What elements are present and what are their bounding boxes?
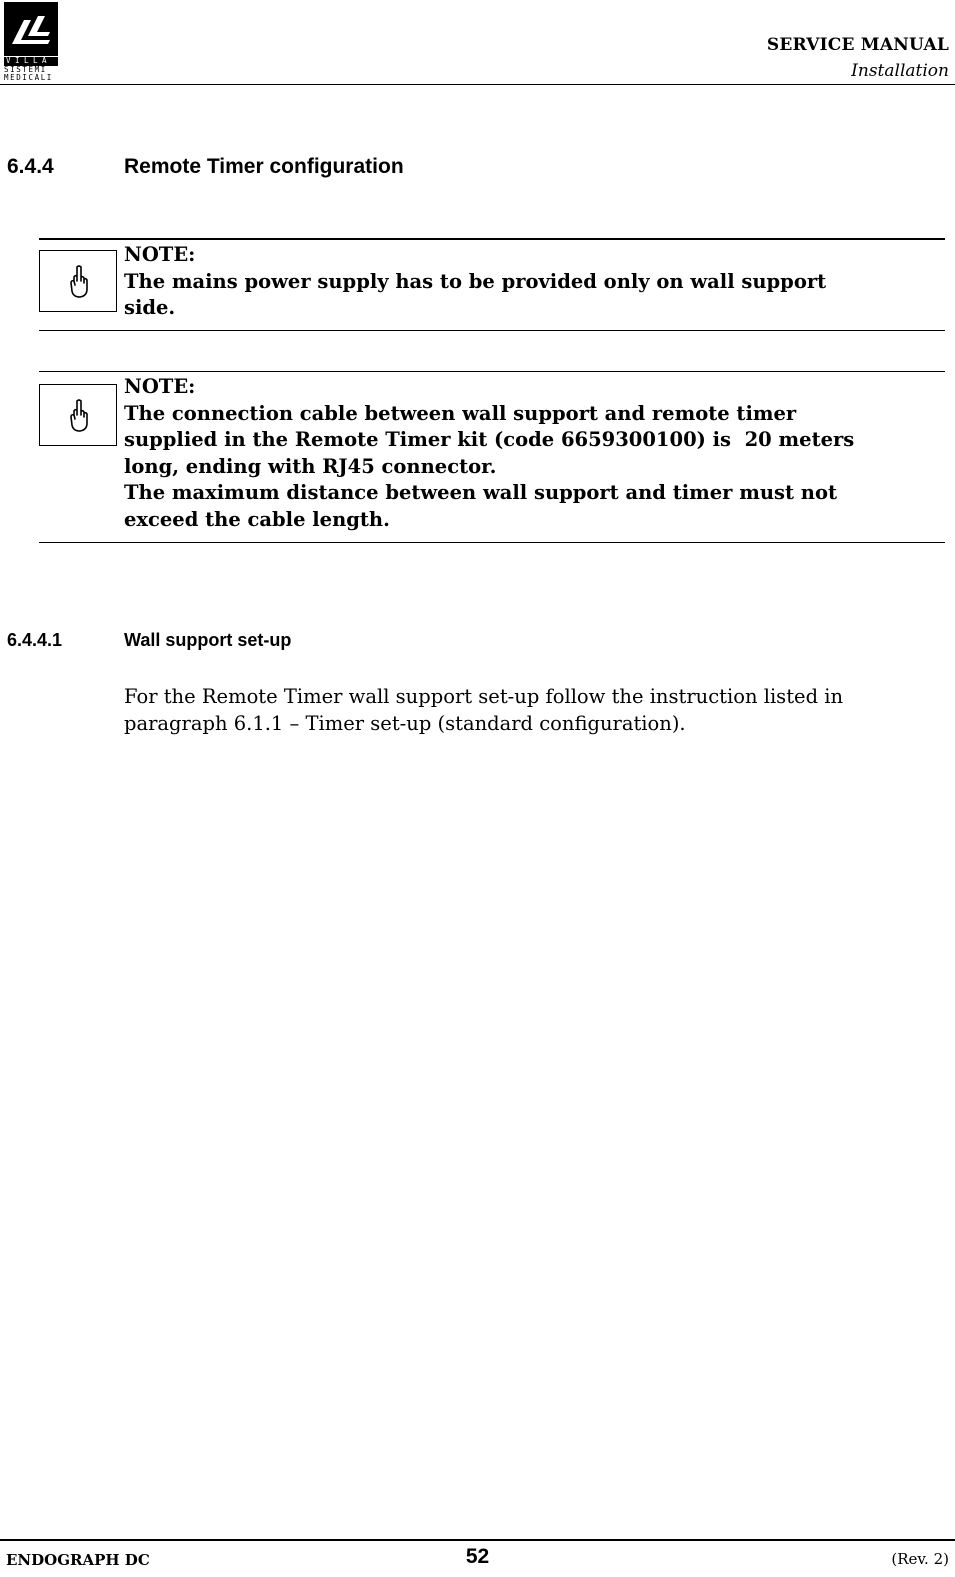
company-logo xyxy=(4,2,58,82)
note-icon-frame xyxy=(39,384,117,446)
revision-label: (Rev. 2) xyxy=(891,1550,949,1568)
logo-text-sistemi: SISTEMI xyxy=(4,65,47,74)
section-title: Remote Timer configuration xyxy=(124,155,404,178)
section-number: 6.4.4 xyxy=(7,155,54,178)
note-label: NOTE: xyxy=(124,375,196,398)
subsection-title: Wall support set-up xyxy=(124,630,292,650)
note-line: supplied in the Remote Timer kit (code 6659300100) is 20 meters xyxy=(124,428,855,451)
note-text xyxy=(124,242,945,322)
note-label: NOTE: xyxy=(124,243,196,266)
note-box xyxy=(39,238,945,331)
note-text xyxy=(124,374,945,533)
header-divider xyxy=(0,84,955,85)
note-line: side. xyxy=(124,296,176,319)
note-line: exceed the cable length. xyxy=(124,507,390,531)
logo-mark-icon xyxy=(4,2,58,56)
manual-title: SERVICE MANUAL xyxy=(766,35,949,55)
note-icon-frame xyxy=(39,250,117,312)
note-box xyxy=(39,371,945,543)
note-line: long, ending with RJ45 connector. xyxy=(124,454,497,478)
pointing-hand-icon xyxy=(69,265,89,299)
logo-text-medicali: MEDICALI xyxy=(4,73,53,82)
note-line: The maximum distance between wall support and timer must not xyxy=(124,481,837,504)
paragraph-line: For the Remote Timer wall support set-up follow the instruction listed in xyxy=(124,685,844,708)
subsection-number: 6.4.4.1 xyxy=(7,630,63,650)
note-line: The connection cable between wall support and remote timer xyxy=(124,401,797,425)
page-number: 52 xyxy=(465,1545,490,1568)
paragraph-line: paragraph 6.1.1 – Timer set-up (standard configuration). xyxy=(124,711,686,735)
body-paragraph xyxy=(124,684,944,737)
pointing-hand-icon xyxy=(69,399,89,433)
footer-divider xyxy=(0,1539,955,1541)
product-name: ENDOGRAPH DC xyxy=(6,1551,150,1569)
note-line: The mains power supply has to be provided only on wall support xyxy=(124,269,827,293)
logo-text-villa: VILLA xyxy=(4,57,58,66)
chapter-title: Installation xyxy=(851,61,949,81)
